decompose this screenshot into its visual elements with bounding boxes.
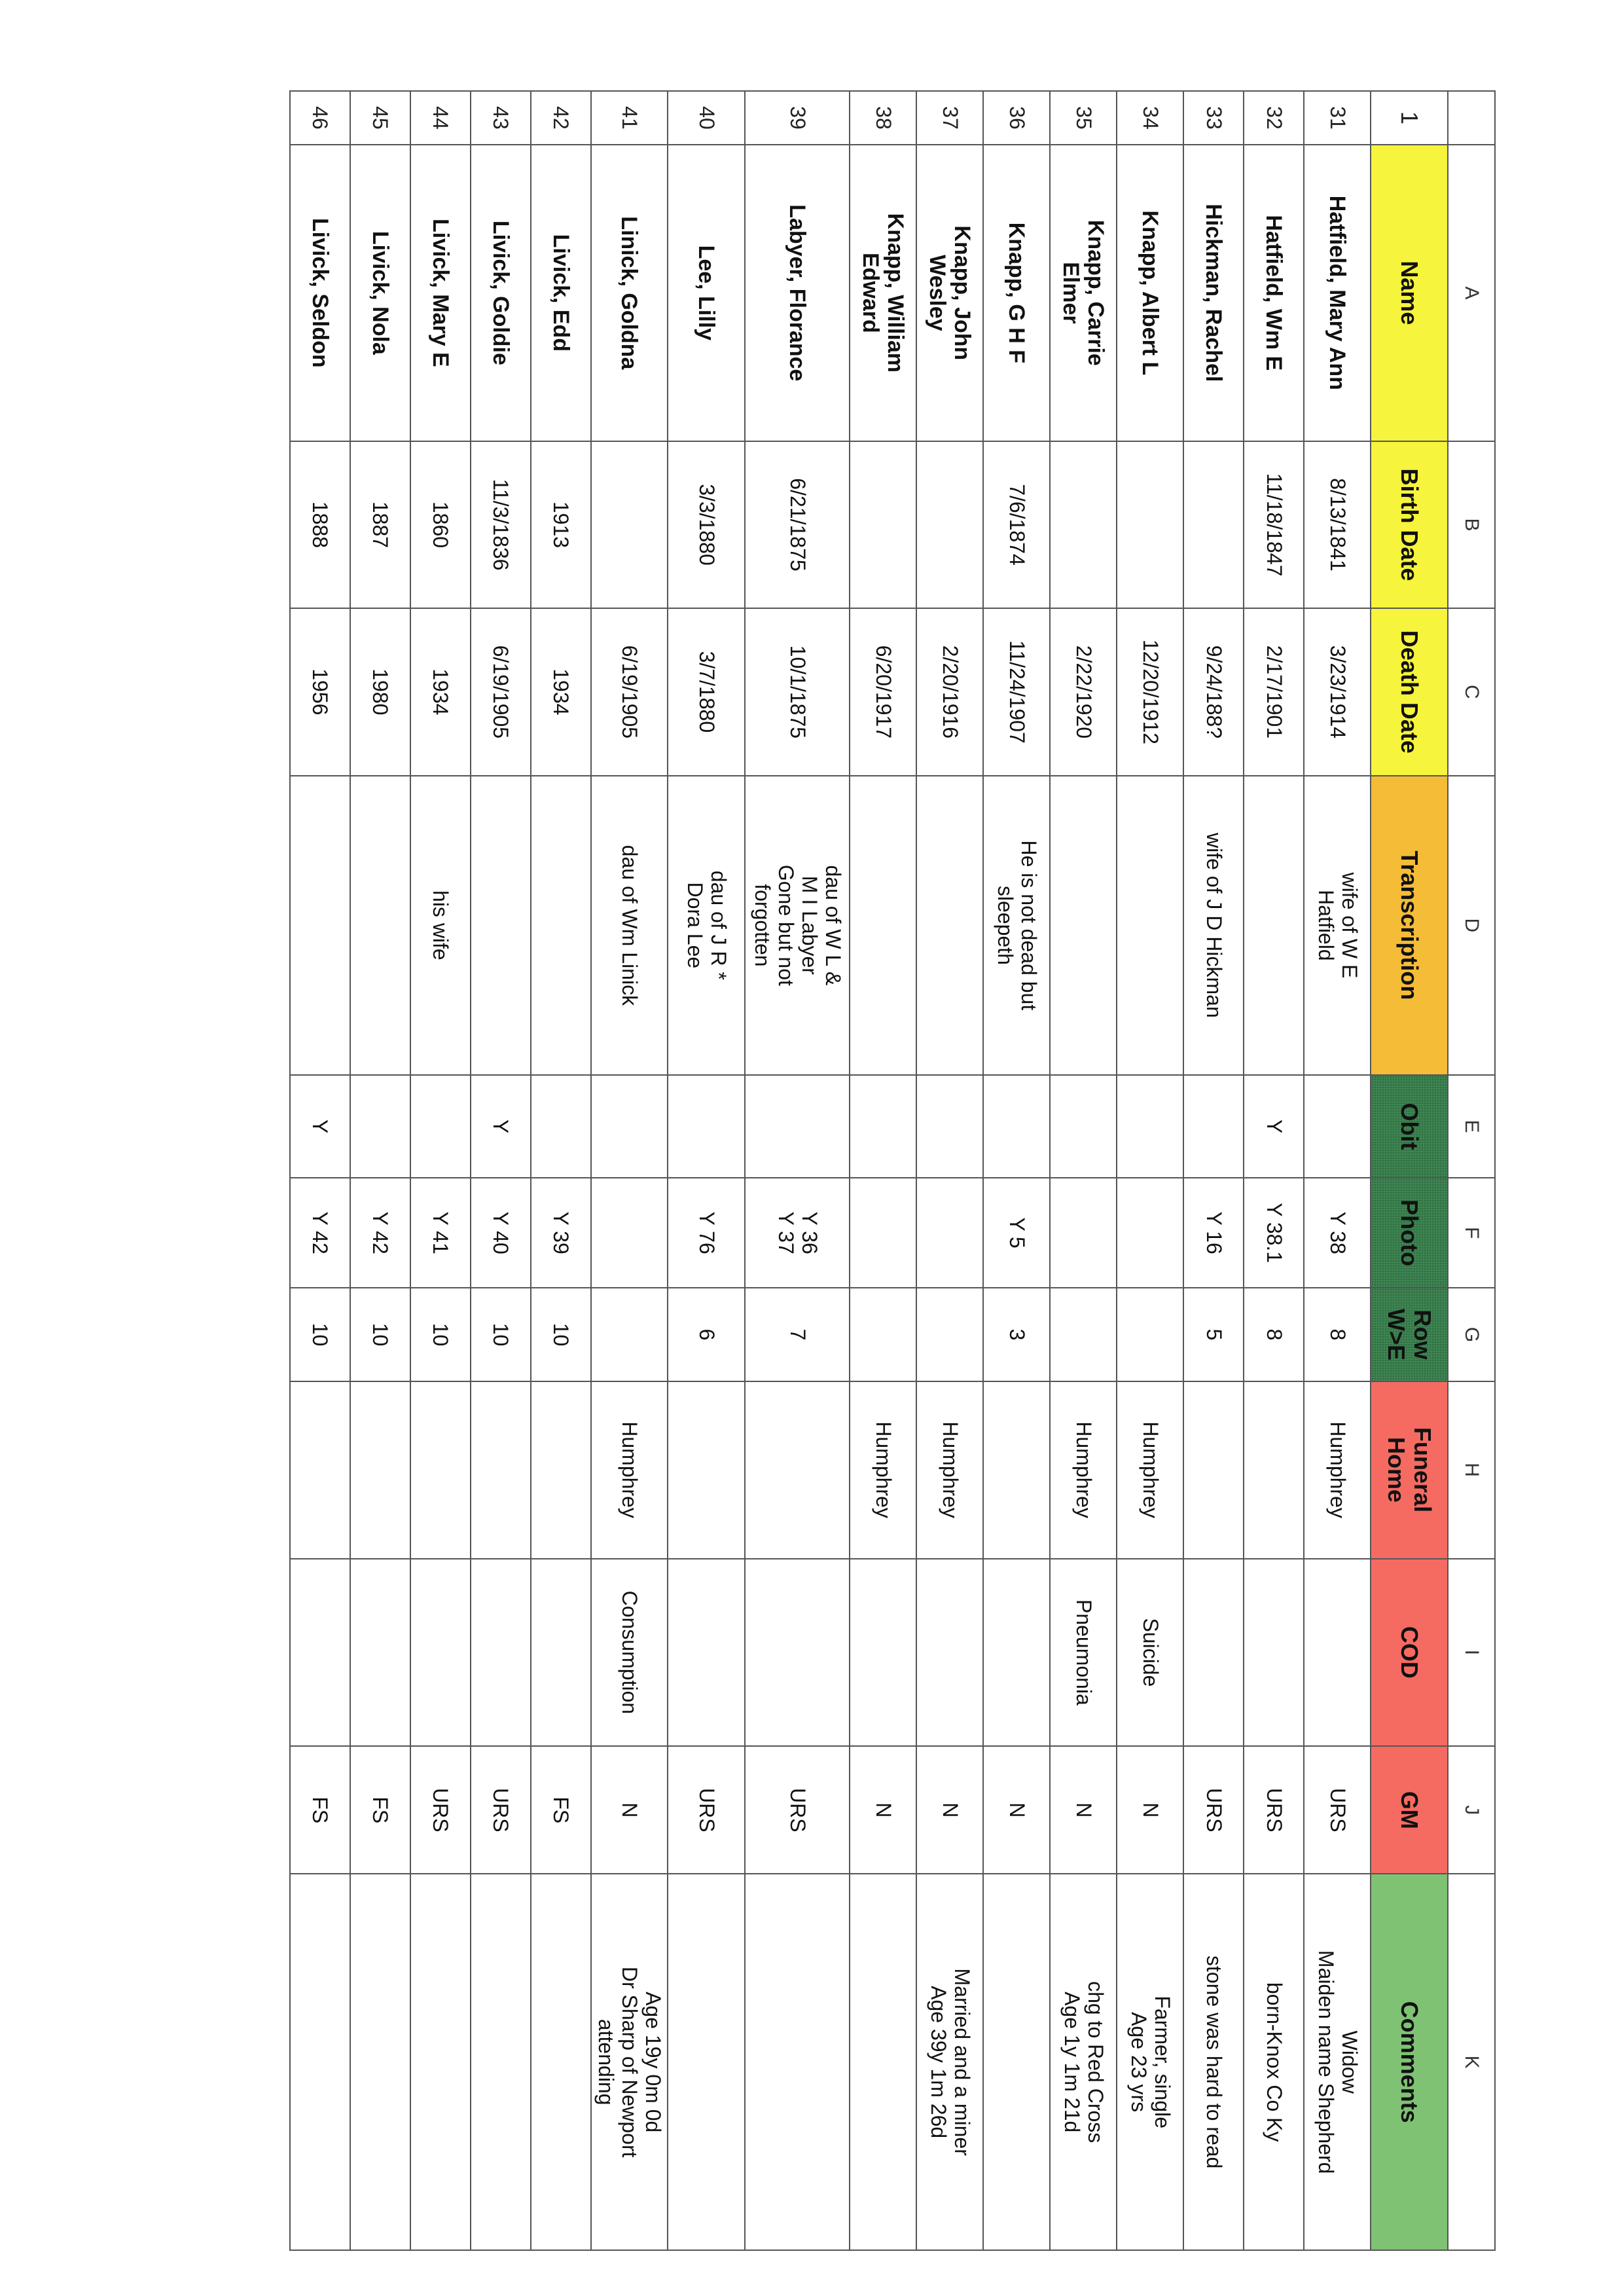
row-number: 42 <box>531 91 591 145</box>
column-letter-e: E <box>1448 1075 1495 1178</box>
obit-cell <box>850 1075 916 1178</box>
column-letter-k: K <box>1448 1874 1495 2250</box>
death-date-cell: 1956 <box>290 608 350 775</box>
transcription-cell <box>290 776 350 1076</box>
photo-cell: Y 42 <box>290 1178 350 1288</box>
gm-cell: N <box>1117 1746 1183 1874</box>
column-letters-row <box>1448 91 1495 2250</box>
name-cell: Livick, Mary E <box>410 145 471 441</box>
row-number: 37 <box>916 91 983 145</box>
name-cell: Hickman, Rachel <box>1183 145 1244 441</box>
death-date-cell: 9/24/188? <box>1183 608 1244 775</box>
transcription-cell <box>1117 776 1183 1076</box>
obit-cell <box>1117 1075 1183 1178</box>
birth-date-cell: 11/3/1836 <box>471 441 531 608</box>
name-cell: Knapp, Carrie Elmer <box>1050 145 1117 441</box>
row-number: 35 <box>1050 91 1117 145</box>
funeral-home-cell <box>1183 1381 1244 1559</box>
photo-cell: Y 40 <box>471 1178 531 1288</box>
birth-date-cell: 11/18/1847 <box>1244 441 1304 608</box>
row-we-cell <box>850 1288 916 1381</box>
funeral-home-cell <box>410 1381 471 1559</box>
obit-cell <box>668 1075 745 1178</box>
birth-date-cell <box>1183 441 1244 608</box>
column-letter-d: D <box>1448 776 1495 1076</box>
name-cell: Livick, Goldie <box>471 145 531 441</box>
death-date-cell: 1934 <box>531 608 591 775</box>
name-cell: Linick, Goldna <box>591 145 668 441</box>
transcription-cell: his wife <box>410 776 471 1076</box>
header-name: Name <box>1371 145 1448 441</box>
cod-cell <box>850 1559 916 1747</box>
row-we-cell: 10 <box>471 1288 531 1381</box>
gm-cell: URS <box>471 1746 531 1874</box>
transcription-cell: wife of W E Hatfield <box>1304 776 1371 1076</box>
name-cell: Knapp, John Wesley <box>916 145 983 441</box>
photo-cell <box>1050 1178 1117 1288</box>
row-we-cell <box>1050 1288 1117 1381</box>
birth-date-cell <box>1117 441 1183 608</box>
column-letter-a: A <box>1448 145 1495 441</box>
comments-cell <box>668 1874 745 2250</box>
birth-date-cell: 1913 <box>531 441 591 608</box>
gm-cell: URS <box>1304 1746 1371 1874</box>
obit-cell: Y <box>290 1075 350 1178</box>
transcription-cell <box>531 776 591 1076</box>
row-number: 43 <box>471 91 531 145</box>
obit-cell <box>410 1075 471 1178</box>
row-number: 34 <box>1117 91 1183 145</box>
row-we-cell: 7 <box>745 1288 850 1381</box>
funeral-home-cell <box>531 1381 591 1559</box>
funeral-home-cell: Humphrey <box>1117 1381 1183 1559</box>
transcription-cell: wife of J D Hickman <box>1183 776 1244 1076</box>
obit-cell <box>983 1075 1050 1178</box>
gm-cell: N <box>1050 1746 1117 1874</box>
funeral-home-cell: Humphrey <box>1050 1381 1117 1559</box>
death-date-cell: 2/17/1901 <box>1244 608 1304 775</box>
funeral-home-cell: Humphrey <box>591 1381 668 1559</box>
gm-cell: N <box>916 1746 983 1874</box>
death-date-cell: 6/20/1917 <box>850 608 916 775</box>
gm-cell: N <box>591 1746 668 1874</box>
row-number: 39 <box>745 91 850 145</box>
birth-date-cell <box>850 441 916 608</box>
comments-cell: Widow Maiden name Shepherd <box>1304 1874 1371 2250</box>
death-date-cell: 1980 <box>350 608 410 775</box>
table-row <box>850 91 916 2250</box>
gm-cell: URS <box>668 1746 745 1874</box>
row-we-cell: 3 <box>983 1288 1050 1381</box>
header-funeral-home: Funeral Home <box>1371 1381 1448 1559</box>
funeral-home-cell <box>983 1381 1050 1559</box>
death-date-cell: 3/7/1880 <box>668 608 745 775</box>
row-number: 33 <box>1183 91 1244 145</box>
comments-cell <box>410 1874 471 2250</box>
header-row-we: Row W>E <box>1371 1288 1448 1381</box>
spreadsheet-page <box>56 90 1496 2251</box>
column-letter-b: B <box>1448 441 1495 608</box>
transcription-cell <box>471 776 531 1076</box>
transcription-cell <box>350 776 410 1076</box>
row-we-cell <box>916 1288 983 1381</box>
photo-cell <box>591 1178 668 1288</box>
death-date-cell: 2/22/1920 <box>1050 608 1117 775</box>
gm-cell: FS <box>350 1746 410 1874</box>
cod-cell: Pneumonia <box>1050 1559 1117 1747</box>
photo-cell: Y 41 <box>410 1178 471 1288</box>
birth-date-cell: 1888 <box>290 441 350 608</box>
row-we-cell: 5 <box>1183 1288 1244 1381</box>
comments-cell <box>531 1874 591 2250</box>
row-number: 38 <box>850 91 916 145</box>
table-row <box>1183 91 1244 2250</box>
photo-cell <box>850 1178 916 1288</box>
column-letter-j: J <box>1448 1746 1495 1874</box>
gm-cell: URS <box>745 1746 850 1874</box>
transcription-cell <box>1050 776 1117 1076</box>
cod-cell <box>290 1559 350 1747</box>
transcription-cell: dau of Wm Linick <box>591 776 668 1076</box>
birth-date-cell: 1860 <box>410 441 471 608</box>
birth-date-cell: 8/13/1841 <box>1304 441 1371 608</box>
header-row-number: 1 <box>1371 91 1448 145</box>
header-obit: Obit <box>1371 1075 1448 1178</box>
row-we-cell: 10 <box>350 1288 410 1381</box>
death-date-cell: 6/19/1905 <box>591 608 668 775</box>
column-letter-f: F <box>1448 1178 1495 1288</box>
comments-cell <box>745 1874 850 2250</box>
name-cell: Knapp, G H F <box>983 145 1050 441</box>
photo-cell: Y 38.1 <box>1244 1178 1304 1288</box>
birth-date-cell <box>916 441 983 608</box>
name-cell: Hatfield, Mary Ann <box>1304 145 1371 441</box>
photo-cell: Y 39 <box>531 1178 591 1288</box>
cod-cell <box>350 1559 410 1747</box>
comments-cell: Age 19y 0m 0d Dr Sharp of Newport attending <box>591 1874 668 2250</box>
column-letter-h: H <box>1448 1381 1495 1559</box>
obit-cell <box>591 1075 668 1178</box>
death-date-cell: 10/1/1875 <box>745 608 850 775</box>
comments-cell <box>471 1874 531 2250</box>
death-date-cell: 12/20/1912 <box>1117 608 1183 775</box>
funeral-home-cell <box>668 1381 745 1559</box>
death-date-cell: 11/24/1907 <box>983 608 1050 775</box>
header-transcription: Transcription <box>1371 776 1448 1076</box>
row-number: 31 <box>1304 91 1371 145</box>
header-death-date: Death Date <box>1371 608 1448 775</box>
photo-cell: Y 16 <box>1183 1178 1244 1288</box>
table-row <box>290 91 350 2250</box>
cod-cell <box>1183 1559 1244 1747</box>
death-date-cell: 1934 <box>410 608 471 775</box>
obit-cell <box>1183 1075 1244 1178</box>
birth-date-cell <box>1050 441 1117 608</box>
table-row <box>1244 91 1304 2250</box>
funeral-home-cell <box>471 1381 531 1559</box>
photo-cell: Y 5 <box>983 1178 1050 1288</box>
header-birth-date: Birth Date <box>1371 441 1448 608</box>
row-we-cell: 10 <box>410 1288 471 1381</box>
row-number: 46 <box>290 91 350 145</box>
photo-cell: Y 42 <box>350 1178 410 1288</box>
death-date-cell: 6/19/1905 <box>471 608 531 775</box>
transcription-cell: dau of J R * Dora Lee <box>668 776 745 1076</box>
comments-cell: born-Knox Co Ky <box>1244 1874 1304 2250</box>
birth-date-cell: 1887 <box>350 441 410 608</box>
cod-cell <box>1304 1559 1371 1747</box>
table-row <box>745 91 850 2250</box>
cod-cell <box>1244 1559 1304 1747</box>
column-letter-i: I <box>1448 1559 1495 1747</box>
transcription-cell <box>916 776 983 1076</box>
name-cell: Livick, Seldon <box>290 145 350 441</box>
gm-cell: N <box>983 1746 1050 1874</box>
comments-cell: Farmer, single Age 23 yrs <box>1117 1874 1183 2250</box>
header-gm: GM <box>1371 1746 1448 1874</box>
comments-cell: chg to Red Cross Age 1y 1m 21d <box>1050 1874 1117 2250</box>
transcription-cell <box>850 776 916 1076</box>
name-cell: Livick, Edd <box>531 145 591 441</box>
cod-cell: Suicide <box>1117 1559 1183 1747</box>
funeral-home-cell <box>350 1381 410 1559</box>
funeral-home-cell: Humphrey <box>916 1381 983 1559</box>
table-row <box>1304 91 1371 2250</box>
birth-date-cell: 7/6/1874 <box>983 441 1050 608</box>
obit-cell <box>350 1075 410 1178</box>
table-row <box>350 91 410 2250</box>
photo-cell: Y 38 <box>1304 1178 1371 1288</box>
comments-cell <box>850 1874 916 2250</box>
header-cod: COD <box>1371 1559 1448 1747</box>
table-row <box>1050 91 1117 2250</box>
comments-cell <box>983 1874 1050 2250</box>
cemetery-records-table <box>289 90 1496 2251</box>
table-row <box>1117 91 1183 2250</box>
photo-cell: Y 76 <box>668 1178 745 1288</box>
obit-cell <box>745 1075 850 1178</box>
table-row <box>410 91 471 2250</box>
row-number: 45 <box>350 91 410 145</box>
cod-cell <box>983 1559 1050 1747</box>
obit-cell: Y <box>1244 1075 1304 1178</box>
gm-cell: FS <box>531 1746 591 1874</box>
funeral-home-cell <box>290 1381 350 1559</box>
photo-cell <box>1117 1178 1183 1288</box>
death-date-cell: 3/23/1914 <box>1304 608 1371 775</box>
name-cell: Knapp, Albert L <box>1117 145 1183 441</box>
gm-cell: URS <box>1183 1746 1244 1874</box>
gm-cell: URS <box>1244 1746 1304 1874</box>
gm-cell: FS <box>290 1746 350 1874</box>
row-number: 41 <box>591 91 668 145</box>
birth-date-cell: 3/3/1880 <box>668 441 745 608</box>
row-we-cell: 8 <box>1244 1288 1304 1381</box>
row-number: 32 <box>1244 91 1304 145</box>
row-number: 44 <box>410 91 471 145</box>
obit-cell <box>1304 1075 1371 1178</box>
transcription-cell <box>1244 776 1304 1076</box>
corner-cell <box>1448 91 1495 145</box>
name-cell: Livick, Nola <box>350 145 410 441</box>
cod-cell <box>745 1559 850 1747</box>
funeral-home-cell: Humphrey <box>850 1381 916 1559</box>
photo-cell <box>916 1178 983 1288</box>
gm-cell: URS <box>410 1746 471 1874</box>
obit-cell: Y <box>471 1075 531 1178</box>
row-we-cell <box>1117 1288 1183 1381</box>
cod-cell <box>410 1559 471 1747</box>
transcription-cell: dau of W L & M I Labyer Gone but not forgotten <box>745 776 850 1076</box>
funeral-home-cell: Humphrey <box>1304 1381 1371 1559</box>
comments-cell <box>350 1874 410 2250</box>
table-row <box>471 91 531 2250</box>
table-row <box>531 91 591 2250</box>
header-comments: Comments <box>1371 1874 1448 2250</box>
column-letter-c: C <box>1448 608 1495 775</box>
cod-cell <box>531 1559 591 1747</box>
gm-cell: N <box>850 1746 916 1874</box>
obit-cell <box>916 1075 983 1178</box>
obit-cell <box>1050 1075 1117 1178</box>
column-letter-g: G <box>1448 1288 1495 1381</box>
table-body <box>290 91 1495 2250</box>
name-cell: Labyer, Florance <box>745 145 850 441</box>
funeral-home-cell <box>1244 1381 1304 1559</box>
table-row <box>668 91 745 2250</box>
table-row <box>983 91 1050 2250</box>
death-date-cell: 2/20/1916 <box>916 608 983 775</box>
row-we-cell: 10 <box>531 1288 591 1381</box>
row-number: 36 <box>983 91 1050 145</box>
comments-cell <box>290 1874 350 2250</box>
birth-date-cell: 6/21/1875 <box>745 441 850 608</box>
header-photo: Photo <box>1371 1178 1448 1288</box>
cod-cell <box>471 1559 531 1747</box>
table-row <box>591 91 668 2250</box>
row-we-cell <box>591 1288 668 1381</box>
comments-cell: Married and a miner Age 39y 1m 26d <box>916 1874 983 2250</box>
name-cell: Knapp, William Edward <box>850 145 916 441</box>
transcription-cell: He is not dead but sleepeth <box>983 776 1050 1076</box>
obit-cell <box>531 1075 591 1178</box>
cod-cell <box>916 1559 983 1747</box>
birth-date-cell <box>591 441 668 608</box>
cod-cell <box>668 1559 745 1747</box>
photo-cell: Y 36 Y 37 <box>745 1178 850 1288</box>
row-we-cell: 6 <box>668 1288 745 1381</box>
header-row <box>1371 91 1448 2250</box>
name-cell: Hatfield, Wm E <box>1244 145 1304 441</box>
cod-cell: Consumption <box>591 1559 668 1747</box>
comments-cell: stone was hard to read <box>1183 1874 1244 2250</box>
table-row <box>916 91 983 2250</box>
row-we-cell: 8 <box>1304 1288 1371 1381</box>
row-we-cell: 10 <box>290 1288 350 1381</box>
funeral-home-cell <box>745 1381 850 1559</box>
row-number: 40 <box>668 91 745 145</box>
name-cell: Lee, Lilly <box>668 145 745 441</box>
